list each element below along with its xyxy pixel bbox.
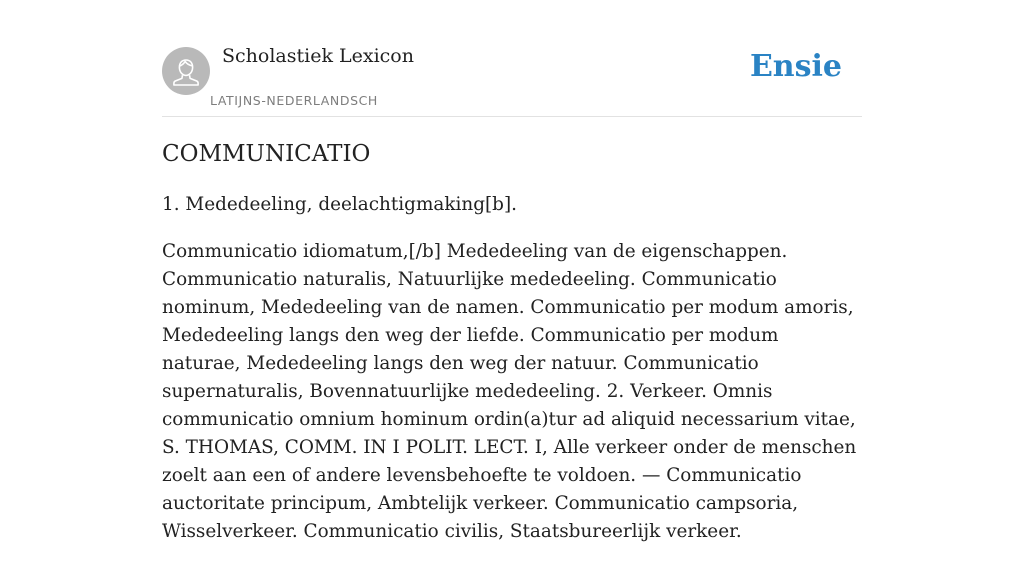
source-title[interactable]: Scholastiek Lexicon: [222, 45, 414, 67]
entry-title: COMMUNICATIO: [162, 141, 371, 167]
definition-paragraph: 1. Mededeeling, deelachtigmaking[b].: [162, 194, 517, 215]
avatar[interactable]: [162, 47, 210, 95]
entry-content: [162, 138, 862, 565]
source-subtitle: LATIJNS-NEDERLANDSCH: [210, 93, 378, 108]
entry-header: [162, 0, 862, 117]
ensie-logo-link[interactable]: Ensie: [749, 49, 842, 84]
definition-paragraph: Communicatio idiomatum,[/b] Mededeeling van de eigenschappen. Communicatio naturalis, Natuurlijke mededeeling. Communicatio nominum, Mededeeling van de namen. Communicatio per modum amoris, Mededeeling langs den weg der liefde. Communicatio per modum naturae, Mededeeling langs den weg der natuur. Communicatio supernaturalis, Bovennatuurlijke mededeeling. 2. Verkeer. Omnis communicatio omnium hominum ordin(a)tur ad aliquid necessarium vitae, S. THOMAS, COMM. IN I POLIT. LECT. I, Alle verkeer onder de menschen zoelt aan een of andere levensbehoefte te voldoen. — Communicatio auctoritate principum, Ambtelijk verkeer. Communicatio campsoria, Wisselverkeer. Communicatio civilis, Staatsbureerlijk verkeer.: [162, 241, 857, 542]
user-avatar-icon: [162, 47, 210, 95]
